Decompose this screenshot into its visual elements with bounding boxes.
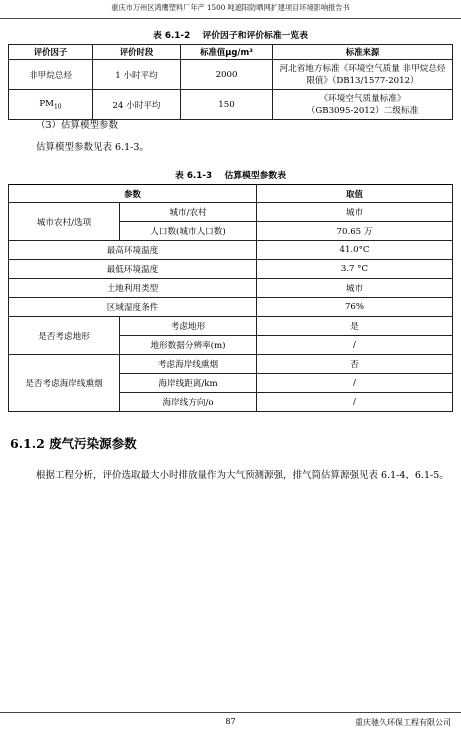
table-row bbox=[9, 298, 453, 317]
source-cell bbox=[273, 60, 453, 90]
table2-caption bbox=[0, 168, 461, 181]
table1-header-period: 评价时段 bbox=[93, 45, 181, 60]
footer-divider bbox=[0, 712, 461, 713]
table2-header-param: 参数 bbox=[9, 185, 257, 203]
paragraph-model-params: 估算模型参数见表 6.1-3。 bbox=[36, 142, 149, 153]
subheading-model-params: （3）估算模型参数 bbox=[36, 120, 119, 131]
param-cell: 海岸线方向/o bbox=[120, 393, 257, 412]
param-cell: 考虑海岸线熏烟 bbox=[120, 355, 257, 374]
table-row bbox=[9, 279, 453, 298]
page-header bbox=[0, 0, 461, 19]
param-cell: 土地利用类型 bbox=[9, 279, 257, 298]
group-label: 是否考虑海岸线熏烟 bbox=[9, 355, 120, 412]
param-cell: 海岸线距离/km bbox=[120, 374, 257, 393]
table-row bbox=[9, 355, 453, 374]
value-cell: 城市 bbox=[257, 279, 453, 298]
param-cell: 最低环境温度 bbox=[9, 260, 257, 279]
body-paragraph: 根据工程分析，评价选取最大小时排放量作为大气预测源强，排气筒估算源强见表 6.1-4、6.1-5。 bbox=[36, 470, 449, 481]
table-row bbox=[9, 60, 453, 90]
value-cell: / bbox=[257, 393, 453, 412]
period-cell: 24 小时平均 bbox=[93, 90, 181, 120]
source-line-1: 《环境空气质量标准》 bbox=[319, 93, 406, 104]
table-row bbox=[9, 317, 453, 336]
value-cell: / bbox=[257, 336, 453, 355]
factor-cell: 非甲烷总烃 bbox=[9, 60, 93, 90]
table1-header-factor: 评价因子 bbox=[9, 45, 93, 60]
table2-caption-text: 估算模型参数表 bbox=[224, 171, 287, 181]
param-cell: 最高环境温度 bbox=[9, 241, 257, 260]
table1-header-row bbox=[9, 45, 453, 60]
table1-header-value: 标准值μg/m³ bbox=[181, 45, 273, 60]
factor-cell bbox=[9, 90, 93, 120]
source-line-2: （GB3095-2012）二级标准 bbox=[306, 105, 419, 116]
param-cell: 人口数(城市人口数) bbox=[120, 222, 257, 241]
value-cell: 76% bbox=[257, 298, 453, 317]
evaluation-standards-table bbox=[8, 44, 453, 120]
value-cell: / bbox=[257, 374, 453, 393]
value-cell: 2000 bbox=[181, 60, 273, 90]
table2-header-value: 取值 bbox=[257, 185, 453, 203]
table-row bbox=[9, 241, 453, 260]
table1-header-source: 标准来源 bbox=[273, 45, 453, 60]
value-cell: 否 bbox=[257, 355, 453, 374]
value-cell: 70.65 万 bbox=[257, 222, 453, 241]
value-cell: 是 bbox=[257, 317, 453, 336]
model-parameters-table bbox=[8, 184, 453, 412]
page-number: 87 bbox=[225, 717, 236, 726]
section-title: 6.1.2 废气污染源参数 bbox=[10, 436, 137, 451]
period-cell: 1 小时平均 bbox=[93, 60, 181, 90]
factor-subscript: 10 bbox=[53, 103, 62, 111]
factor-main: PM bbox=[39, 98, 54, 109]
value-cell: 41.0°C bbox=[257, 241, 453, 260]
param-cell: 区域湿度条件 bbox=[9, 298, 257, 317]
value-cell: 150 bbox=[181, 90, 273, 120]
source-line-2: 限值》（DB13/1577-2012） bbox=[306, 75, 419, 86]
source-line-1: 河北省地方标准《环境空气质量 非甲烷总烃 bbox=[279, 63, 446, 74]
source-cell bbox=[273, 90, 453, 120]
value-cell: 3.7 °C bbox=[257, 260, 453, 279]
param-cell: 城市/农村 bbox=[120, 203, 257, 222]
param-cell: 地形数据分辨率(m) bbox=[120, 336, 257, 355]
param-cell: 考虑地形 bbox=[120, 317, 257, 336]
table1-caption bbox=[0, 28, 461, 41]
group-label: 是否考虑地形 bbox=[9, 317, 120, 355]
header-title: 重庆市万州区鸿鹰塑料厂年产 1500 吨遮阳防晒网扩建项目环境影响报告书 bbox=[111, 3, 350, 12]
table2-header-row bbox=[9, 185, 453, 203]
table1-caption-number: 表 6.1-2 bbox=[152, 31, 191, 41]
table-row bbox=[9, 90, 453, 120]
company-name: 重庆驰久环保工程有限公司 bbox=[355, 718, 451, 727]
table2-caption-number: 表 6.1-3 bbox=[174, 171, 213, 181]
group-label: 城市农村/选项 bbox=[9, 203, 120, 241]
table-row bbox=[9, 203, 453, 222]
table1-caption-text: 评价因子和评价标准一览表 bbox=[202, 31, 309, 41]
value-cell: 城市 bbox=[257, 203, 453, 222]
table-row bbox=[9, 260, 453, 279]
